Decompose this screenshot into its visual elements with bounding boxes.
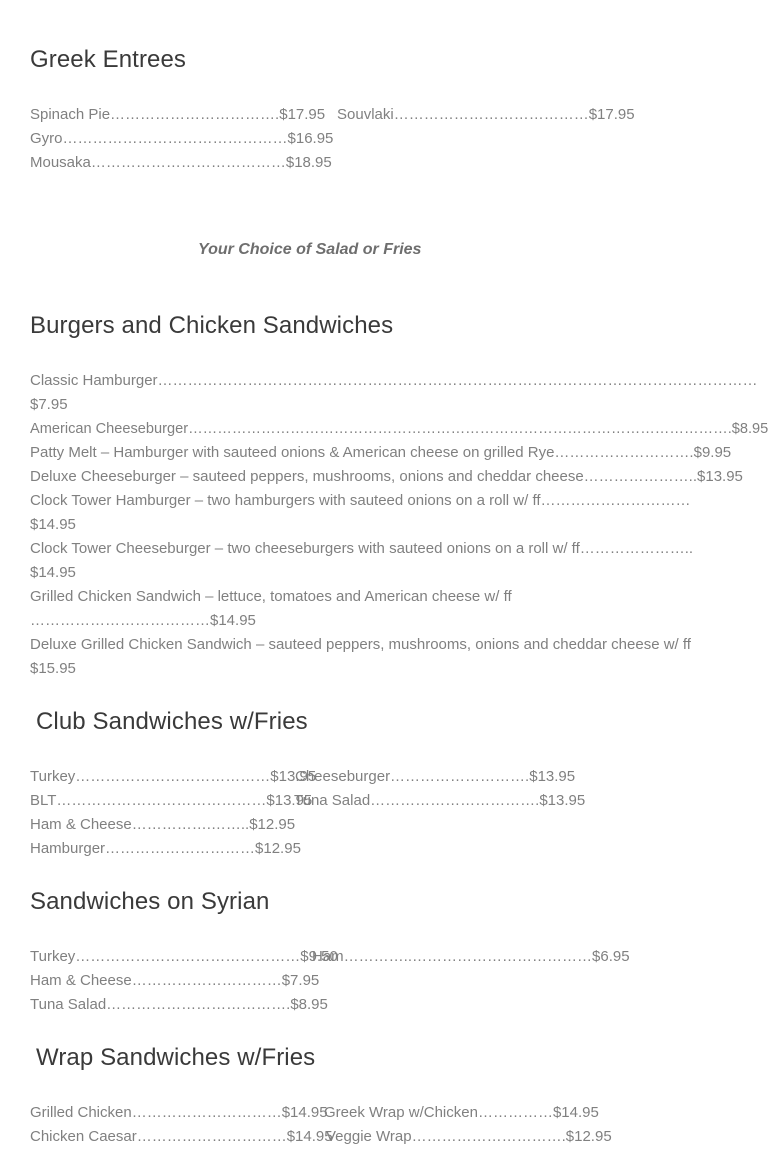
menu-item-club-turkey: Turkey…………………………………$13.95 — [30, 768, 317, 785]
menu-item-patty-melt: Patty Melt – Hamburger with sauteed onions & American cheese on grilled Rye……………………….$9.95 — [30, 444, 732, 461]
menu-item-club-blt: BLT……………………………………$13.95 — [30, 792, 313, 809]
menu-item-american-cheeseburger: American Cheeseburger………………………………………………………………………………………………….$8.95 — [30, 420, 769, 437]
menu-item-wrap-veggie: Veggie Wrap………………………….$12.95 — [326, 1128, 612, 1145]
menu-item-spinach-pie: Spinach Pie…………………………….$17.95 — [30, 106, 326, 123]
menu-item-syrian-ham: Ham…………..………………………………$6.95 — [312, 948, 630, 965]
menu-item-club-tuna-salad: Tuna Salad…………………………….$13.95 — [294, 792, 586, 809]
menu-item-wrap-greek-chicken: Greek Wrap w/Chicken……………$14.95 — [324, 1104, 599, 1121]
menu-item-mousaka: Mousaka…………………………………$18.95 — [30, 154, 332, 171]
menu-item-gyro: Gyro………………………………………$16.95 — [30, 130, 334, 147]
menu-item-syrian-ham-cheese: Ham & Cheese…………………………$7.95 — [30, 972, 320, 989]
menu-item-wrap-chicken-caesar: Chicken Caesar…………………………$14.95 — [30, 1128, 333, 1145]
menu-item-club-hamburger: Hamburger…………………………$12.95 — [30, 840, 301, 857]
side-choice-note: Your Choice of Salad or Fries — [198, 241, 422, 258]
menu-item-grilled-chicken-sandwich-price: ………………………………$14.95 — [30, 612, 256, 629]
menu-item-syrian-turkey: Turkey………………………………………$9.50 — [30, 948, 338, 965]
wrap-sandwiches-heading: Wrap Sandwiches w/Fries — [36, 1044, 316, 1071]
menu-item-deluxe-grilled-chicken: Deluxe Grilled Chicken Sandwich – sauteed peppers, mushrooms, onions and cheddar cheese w/ ff — [30, 636, 691, 653]
burgers-heading: Burgers and Chicken Sandwiches — [30, 312, 394, 339]
menu-item-grilled-chicken-sandwich: Grilled Chicken Sandwich – lettuce, tomatoes and American cheese w/ ff — [30, 588, 512, 605]
menu-item-syrian-tuna-salad: Tuna Salad……………………………….$8.95 — [30, 996, 328, 1013]
menu-item-clock-tower-hamburger: Clock Tower Hamburger – two hamburgers with sauteed onions on a roll w/ ff………………………… — [30, 492, 691, 509]
menu-item-classic-hamburger-price: $7.95 — [30, 396, 68, 413]
greek-entrees-heading: Greek Entrees — [30, 46, 187, 73]
club-sandwiches-heading: Club Sandwiches w/Fries — [36, 708, 308, 735]
menu-item-clock-tower-cheeseburger: Clock Tower Cheeseburger – two cheeseburgers with sauteed onions on a roll w/ ff………………….. — [30, 540, 694, 557]
menu-item-club-cheeseburger: Cheeseburger……………………….$13.95 — [295, 768, 576, 785]
menu-item-club-ham-cheese: Ham & Cheese…………….……..$12.95 — [30, 816, 296, 833]
menu-item-deluxe-grilled-chicken-price: $15.95 — [30, 660, 76, 677]
menu-item-clock-tower-cheeseburger-price: $14.95 — [30, 564, 76, 581]
syrian-sandwiches-heading: Sandwiches on Syrian — [30, 888, 270, 915]
menu-item-souvlaki: Souvlaki…………………………………$17.95 — [337, 106, 635, 123]
menu-item-wrap-grilled-chicken: Grilled Chicken…………………………$14.95 — [30, 1104, 328, 1121]
menu-item-classic-hamburger: Classic Hamburger………………………………………………………………………………………………………… — [30, 372, 758, 389]
menu-item-deluxe-cheeseburger: Deluxe Cheeseburger – sauteed peppers, mushrooms, onions and cheddar cheese…………………..$13.95 — [30, 468, 743, 485]
menu-item-clock-tower-hamburger-price: $14.95 — [30, 516, 76, 533]
